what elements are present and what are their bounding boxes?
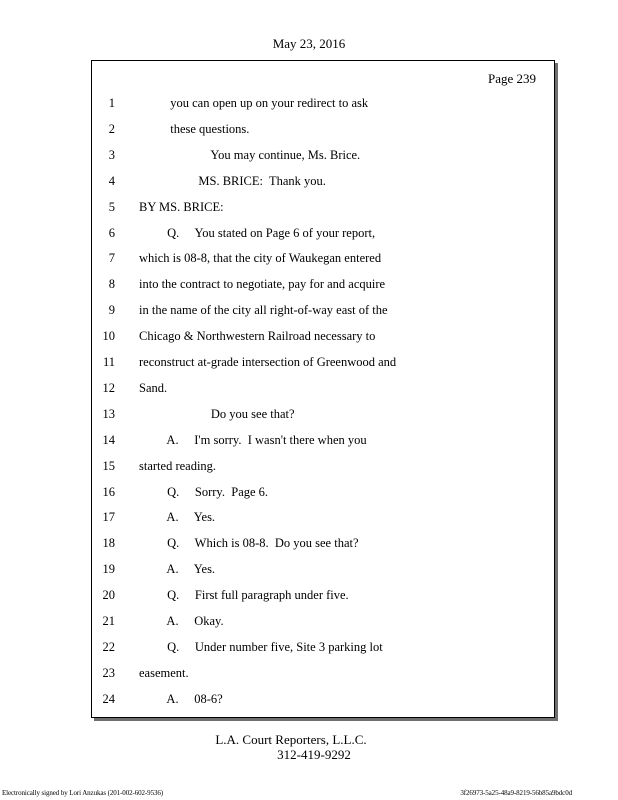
footer-company: L.A. Court Reporters, L.L.C. [215, 732, 367, 747]
line-number: 4 [108, 173, 115, 188]
electronic-signature-notice: Electronically signed by Lori Anzukas (201-002-602-9536) [2, 789, 163, 797]
transcript-line [92, 248, 554, 268]
line-text: you can open up on your redirect to ask [139, 96, 369, 110]
page-number: Page 239 [487, 71, 536, 86]
transcript-line [92, 197, 554, 217]
transcript-line [92, 611, 554, 631]
transcript-line [92, 223, 554, 243]
line-text: which is 08-8, that the city of Waukegan entered [139, 251, 382, 266]
transcript-line [92, 274, 554, 294]
line-text: You may continue, Ms. Brice. [139, 147, 361, 162]
transcript-line [92, 456, 554, 476]
line-number: 13 [102, 406, 115, 421]
line-number: 2 [108, 121, 115, 136]
line-number: 20 [102, 588, 115, 603]
transcript-line [92, 663, 554, 683]
transcript-line [92, 171, 554, 191]
transcript-line [92, 585, 554, 605]
line-number: 9 [108, 303, 115, 318]
line-number: 22 [102, 639, 115, 654]
line-text: started reading. [139, 458, 217, 473]
line-text: A. Yes. [139, 562, 216, 577]
line-number: 5 [108, 199, 115, 214]
line-number: 1 [108, 96, 115, 110]
line-text: A. I'm sorry. I wasn't there when you [139, 432, 367, 447]
line-number: 12 [102, 380, 115, 395]
line-text: these questions. [139, 121, 250, 136]
transcript-line [92, 326, 554, 346]
line-number: 6 [108, 225, 115, 240]
line-text: Q. Which is 08-8. Do you see that? [139, 536, 359, 551]
transcript-lines [92, 61, 554, 717]
line-number: 15 [102, 458, 115, 473]
line-number: 21 [102, 614, 115, 628]
document-id: 3f26973-5a25-48a9-8219-56b85a9bdc0d [460, 789, 572, 797]
line-text: BY MS. BRICE: [139, 199, 224, 214]
line-text: A. Okay. [139, 614, 224, 628]
transcript-line [92, 533, 554, 553]
transcript-line [92, 507, 554, 527]
footer-phone: 312-419-9292 [277, 747, 351, 762]
line-number: 19 [102, 562, 115, 577]
transcript-line [92, 93, 554, 113]
line-text: into the contract to negotiate, pay for and acquire [139, 277, 386, 292]
line-number: 14 [102, 432, 115, 447]
line-text: Chicago & Northwestern Railroad necessary to [139, 329, 376, 344]
header-date: May 23, 2016 [272, 36, 346, 51]
line-number: 3 [108, 147, 115, 162]
transcript-page [91, 60, 555, 718]
transcript-line [92, 559, 554, 579]
line-number: 10 [102, 329, 115, 344]
transcript-line [92, 119, 554, 139]
line-text: reconstruct at-grade intersection of Greenwood and [139, 355, 397, 369]
transcript-line [92, 482, 554, 502]
line-text: Q. Sorry. Page 6. [139, 484, 269, 499]
line-number: 8 [108, 277, 115, 292]
transcript-line [92, 637, 554, 657]
transcript-line [92, 145, 554, 165]
line-text: Q. First full paragraph under five. [139, 588, 349, 603]
line-text: MS. BRICE: Thank you. [139, 173, 326, 188]
transcript-line [92, 300, 554, 320]
line-text: Sand. [139, 380, 168, 395]
line-number: 17 [102, 510, 115, 525]
line-text: Do you see that? [139, 406, 295, 421]
line-number: 18 [102, 536, 115, 551]
line-number: 7 [108, 251, 115, 266]
line-number: 11 [102, 355, 115, 369]
line-number: 24 [102, 691, 115, 706]
line-text: Q. Under number five, Site 3 parking lot [139, 639, 383, 654]
line-text: in the name of the city all right-of-way east of the [139, 303, 388, 318]
transcript-line [92, 430, 554, 450]
transcript-line [92, 352, 554, 372]
transcript-line [92, 404, 554, 424]
line-number: 16 [102, 484, 115, 499]
line-number: 23 [102, 665, 115, 680]
transcript-line [92, 689, 554, 709]
line-text: easement. [139, 665, 189, 680]
transcript-line [92, 378, 554, 398]
line-text: A. Yes. [139, 510, 216, 525]
line-text: A. 08-6? [139, 691, 223, 706]
line-text: Q. You stated on Page 6 of your report, [139, 225, 376, 240]
